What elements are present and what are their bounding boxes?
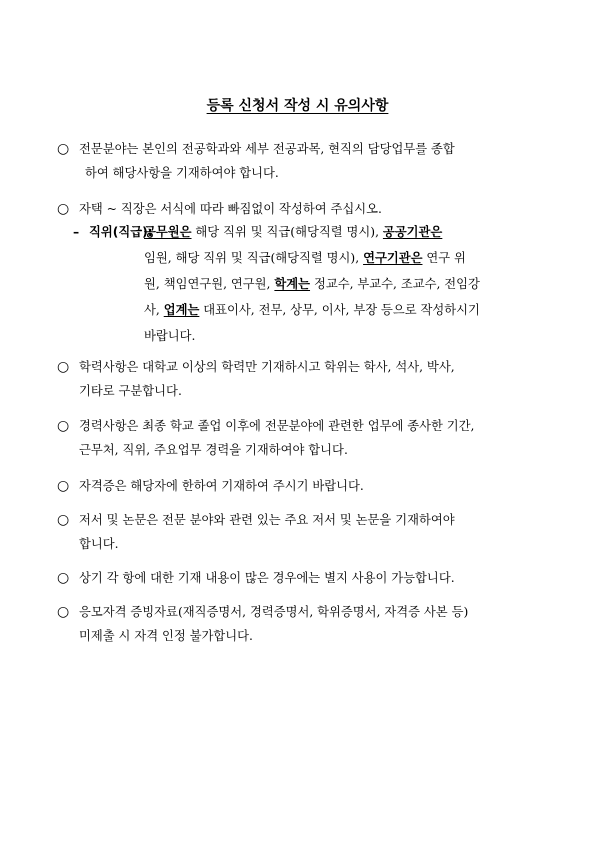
item-line: 응모자격 증빙자료(재직증명서, 경력증명서, 학위증명서, 자격증 사본 등) — [79, 605, 469, 619]
item-line: 기타로 구분합니다. — [79, 384, 182, 398]
academia-label: 학계는 — [274, 277, 311, 291]
academia-text: 정교수, 부교수, 조교수, 전임강 — [310, 277, 480, 291]
page-title: 등록 신청서 작성 시 유의사항 — [206, 98, 389, 114]
item-line: 상기 각 항에 대한 기재 내용이 많은 경우에는 별지 사용이 가능합니다. — [79, 571, 455, 585]
circle-bullet-icon: ○ — [57, 604, 70, 620]
item-line: 하여 해당사항을 기재하여야 합니다. — [85, 166, 279, 180]
item-line: 경력사항은 최종 학교 졸업 이후에 전문분야에 관련한 업무에 종사한 기간, — [79, 419, 475, 433]
industry-label: 업계는 — [163, 303, 200, 317]
list-item — [57, 566, 552, 590]
circle-bullet-icon: ○ — [57, 359, 70, 375]
position-heading: 직위(직급): — [89, 225, 153, 239]
circle-bullet-icon: ○ — [57, 201, 70, 217]
item-line: 미제출 시 자격 인정 불가합니다. — [79, 629, 253, 643]
position-guidance — [73, 219, 543, 349]
government-label: 공무원은 — [144, 225, 192, 239]
circle-bullet-icon: ○ — [57, 141, 70, 157]
list-item — [57, 197, 552, 221]
position-closing: 바랍니다. — [144, 329, 196, 343]
item-line: 자택 ~ 직장은 서식에 따라 빠짐없이 작성하여 주십시오. — [79, 202, 382, 216]
item-line: 합니다. — [79, 537, 119, 551]
research-institute-label: 연구기관은 — [363, 251, 423, 265]
item-line: 자격증은 해당자에 한하여 기재하여 주시기 바랍니다. — [79, 479, 364, 493]
list-item — [57, 600, 552, 648]
government-text: 해당 직위 및 직급(해당직렬 명시), — [191, 225, 379, 239]
item-line: 전문분야는 본인의 전공학과와 세부 전공과목, 현직의 담당업무를 종합 — [79, 142, 455, 156]
item-line: 저서 및 논문은 전문 분야와 관련 있는 주요 저서 및 논문을 기재하여야 — [79, 513, 455, 527]
industry-text: 대표이사, 전무, 상무, 이사, 부장 등으로 작성하시기 — [199, 303, 480, 317]
list-item — [57, 355, 552, 403]
list-item — [57, 508, 552, 556]
list-item — [57, 137, 552, 185]
list-item — [57, 474, 552, 498]
list-item — [57, 414, 552, 462]
item-line: 근무처, 직위, 주요업무 경력을 기재하여야 합니다. — [79, 443, 348, 457]
item-line: 학력사항은 대학교 이상의 학력만 기재하시고 학위는 학사, 석사, 박사, — [79, 360, 455, 374]
circle-bullet-icon: ○ — [57, 570, 70, 586]
dash-bullet-icon: – — [73, 225, 80, 239]
circle-bullet-icon: ○ — [57, 418, 70, 434]
public-agency-label: 공공기관은 — [382, 225, 443, 239]
academia-text-cont: 사, — [144, 303, 160, 317]
circle-bullet-icon: ○ — [57, 512, 70, 528]
research-institute-text: 연구 위 — [422, 251, 466, 265]
public-agency-text: 임원, 해당 직위 및 직급(해당직렬 명시), — [144, 251, 360, 265]
circle-bullet-icon: ○ — [57, 478, 70, 494]
research-institute-text-cont: 원, 책임연구원, 연구원, — [144, 277, 271, 291]
